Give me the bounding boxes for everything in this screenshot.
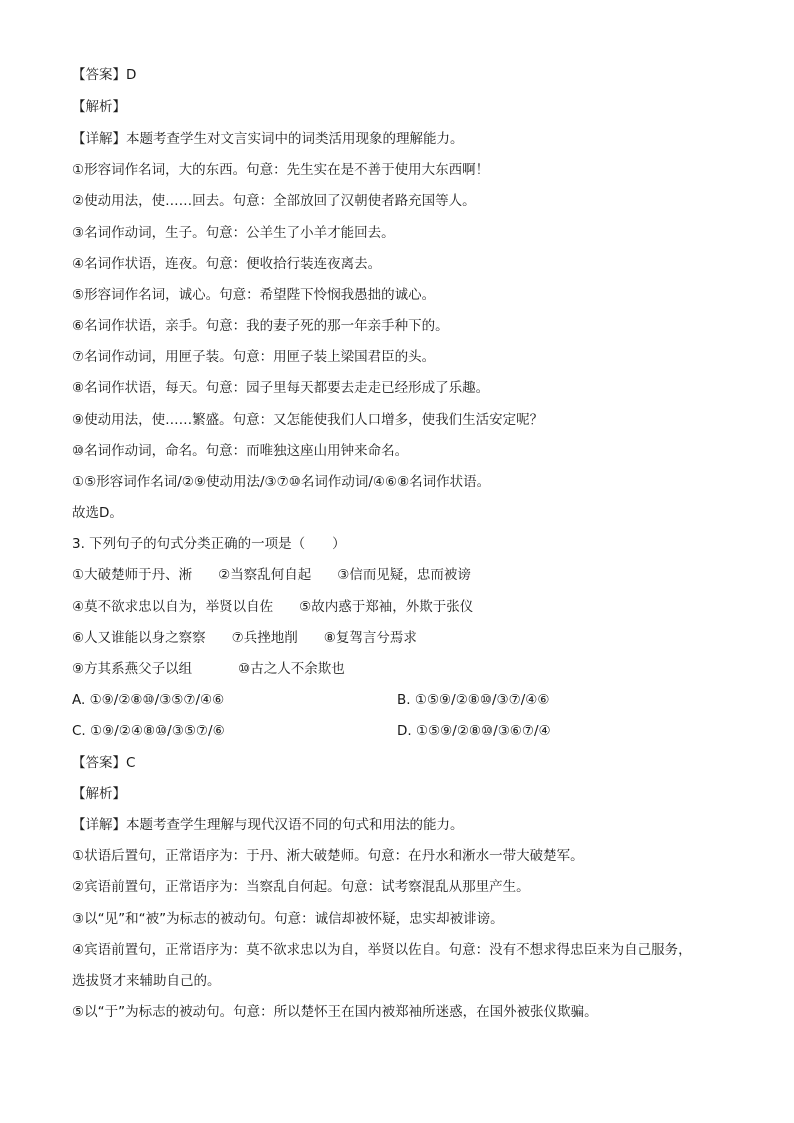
option-d: D. ①⑤⑨/②⑧⑩/③⑥⑦/④: [397, 723, 551, 739]
sentence: ⑩古之人不余欺也: [238, 661, 345, 677]
answer-tag: 【答案】: [72, 755, 126, 771]
detail-tag: 【详解】: [72, 817, 126, 833]
explanation-item-continued: 选拔贤才来辅助自己的。: [72, 973, 221, 989]
sentence-row: [72, 660, 345, 678]
sentence: ⑧复驾言兮焉求: [323, 630, 417, 646]
answer-line-2: [72, 754, 135, 772]
sentence-row: [72, 566, 471, 584]
explanation-item: ⑥名词作状语，亲手。句意：我的妻子死的那一年亲手种下的。: [72, 318, 449, 334]
explanation-item: ⑤以“于”为标志的被动句。句意：所以楚怀王在国内被郑袖所迷惑，在国外被张仪欺骗。: [72, 1004, 598, 1020]
sentence: ⑥人又谁能以身之察察: [72, 630, 206, 646]
explanation-summary: ①⑤形容词作名词/②⑨使动用法/③⑦⑩名词作动词/④⑥⑧名词作状语。: [72, 474, 491, 490]
sentence: ①大破楚师于丹、淅: [72, 567, 193, 583]
explanation-item: ⑧名词作状语，每天。句意：园子里每天都要去走走已经形成了乐趣。: [72, 380, 490, 396]
analysis-tag-2: 【解析】: [72, 786, 126, 802]
sentence-row: [72, 629, 417, 647]
explanation-item: ③以“见”和“被”为标志的被动句。句意：诚信却被怀疑，忠实却被诽谤。: [72, 911, 504, 927]
sentence: ⑦兵挫地削: [231, 630, 298, 646]
detail-text: 本题考查学生理解与现代汉语不同的句式和用法的能力。: [126, 817, 464, 833]
answer-value: C: [126, 755, 136, 771]
sentence: ⑤故内惑于郑袖，外欺于张仪: [299, 599, 474, 615]
explanation-item: ⑩名词作动词，命名。句意：而唯独这座山用钟来命名。: [72, 443, 409, 459]
answer-tag: 【答案】: [72, 67, 126, 83]
analysis-tag-1: 【解析】: [72, 99, 126, 115]
explanation-item: ④名词作状语，连夜。句意：便收拾行装连夜离去。: [72, 256, 382, 272]
explanation-item: ④宾语前置句，正常语序为：莫不欲求忠以为自，举贤以佐自。句意：没有不想求得忠臣来为自己服务，: [72, 942, 692, 958]
sentence: ④莫不欲求忠以自为，举贤以自佐: [72, 599, 274, 615]
sentence-row: [72, 598, 473, 616]
detail-line-2: [72, 816, 464, 834]
option-a: A. ①⑨/②⑧⑩/③⑤⑦/④⑥: [72, 692, 225, 708]
answer-line-1: [72, 66, 136, 84]
explanation-conclusion: 故选D。: [72, 505, 123, 521]
answer-value: D: [126, 67, 137, 83]
explanation-item: ②宾语前置句，正常语序为：当察乱自何起。句意：试考察混乱从那里产生。: [72, 879, 530, 895]
explanation-item: ①状语后置句，正常语序为：于丹、淅大破楚师。句意：在丹水和淅水一带大破楚军。: [72, 848, 584, 864]
detail-tag: 【详解】: [72, 131, 126, 147]
explanation-item: ⑤形容词作名词，诚心。句意：希望陛下怜悯我愚拙的诚心。: [72, 287, 436, 303]
option-c: C. ①⑨/②④⑧⑩/③⑤⑦/⑥: [72, 723, 225, 739]
detail-text: 本题考查学生对文言实词中的词类活用现象的理解能力。: [126, 131, 464, 147]
explanation-item: ③名词作动词，生子。句意：公羊生了小羊才能回去。: [72, 225, 395, 241]
question-stem: 3. 下列句子的句式分类正确的一项是（ ）: [72, 536, 346, 552]
explanation-item: ①形容词作名词，大的东西。句意：先生实在是不善于使用大东西啊！: [72, 162, 490, 178]
explanation-item: ②使动用法，使……回去。句意：全部放回了汉朝使者路充国等人。: [72, 193, 476, 209]
option-b: B. ①⑤⑨/②⑧⑩/③⑦/④⑥: [397, 692, 550, 708]
sentence: ⑨方其系燕父子以组: [72, 661, 193, 677]
explanation-item: ⑨使动用法，使……繁盛。句意：又怎能使我们人口增多，使我们生活安定呢？: [72, 412, 544, 428]
explanation-item: ⑦名词作动词，用匣子装。句意：用匣子装上梁国君臣的头。: [72, 349, 436, 365]
sentence: ③信而见疑，忠而被谤: [337, 567, 471, 583]
sentence: ②当察乱何自起: [218, 567, 312, 583]
detail-line-1: [72, 130, 464, 148]
